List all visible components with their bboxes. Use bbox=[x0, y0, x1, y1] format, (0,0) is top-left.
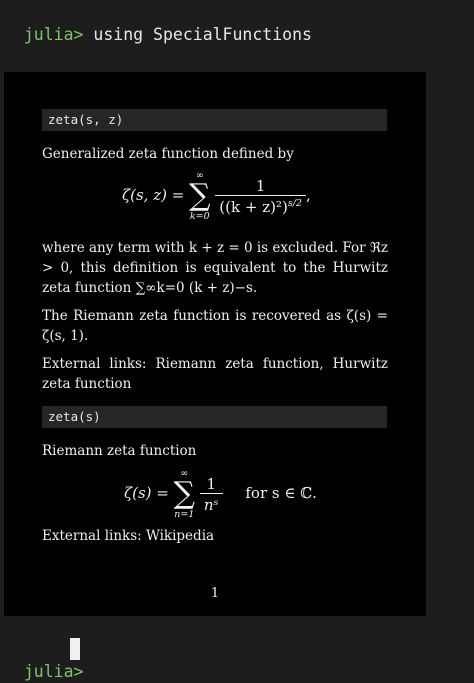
equation-riemann-zeta bbox=[124, 468, 317, 520]
signature-zeta-s: zeta(s) bbox=[42, 406, 387, 428]
equation-lhs: ζ(s, z) = bbox=[122, 186, 185, 204]
doc-paragraph: Riemann zeta function bbox=[42, 443, 197, 459]
doc-paragraph: where any term with k + z = 0 is excluded. For ℜz > 0, this definition is equivalent to the Hurwitz zeta function ∑∞k=0 (k + z)−s. bbox=[42, 240, 389, 296]
page-number: 1 bbox=[210, 586, 220, 601]
equation-fraction: $\frac{1}{((k + z)^2)^{s/2}}$ bbox=[215, 177, 306, 216]
julia-prompt: julia> bbox=[23, 25, 84, 44]
doc-paragraph: External links: Riemann zeta function, Hurwitz zeta function bbox=[42, 356, 388, 392]
equation-condition: for s ∈ ℂ. bbox=[245, 484, 317, 502]
doc-paragraph: External links: Wikipedia bbox=[42, 528, 215, 544]
doc-paragraph: The Riemann zeta function is recovered as ζ(s) = ζ(s, 1). bbox=[42, 308, 388, 344]
command-text: using SpecialFunctions bbox=[83, 25, 312, 44]
doc-image-panel bbox=[4, 72, 426, 616]
summation-symbol: ∞ ∑ n=1 bbox=[173, 468, 196, 520]
summation-symbol: ∞ ∑ k=0 bbox=[189, 170, 211, 222]
equation-generalized-zeta: ζ(s, z) = ∞ ∑ k=0 $\frac{1}{((k + z)^2)^{s/2}}$ , bbox=[122, 170, 311, 222]
equation-lhs: ζ(s) = bbox=[124, 484, 169, 502]
terminal-line-1 bbox=[4, 2, 312, 46]
text-cursor[interactable] bbox=[70, 638, 80, 660]
signature-zeta-s-z: zeta(s, z) bbox=[42, 109, 387, 131]
julia-prompt: julia> bbox=[23, 662, 84, 681]
doc-paragraph: Generalized zeta function defined by bbox=[42, 146, 294, 162]
equation-fraction: $\frac{1}{\text{nˢ}}$ bbox=[200, 475, 223, 514]
